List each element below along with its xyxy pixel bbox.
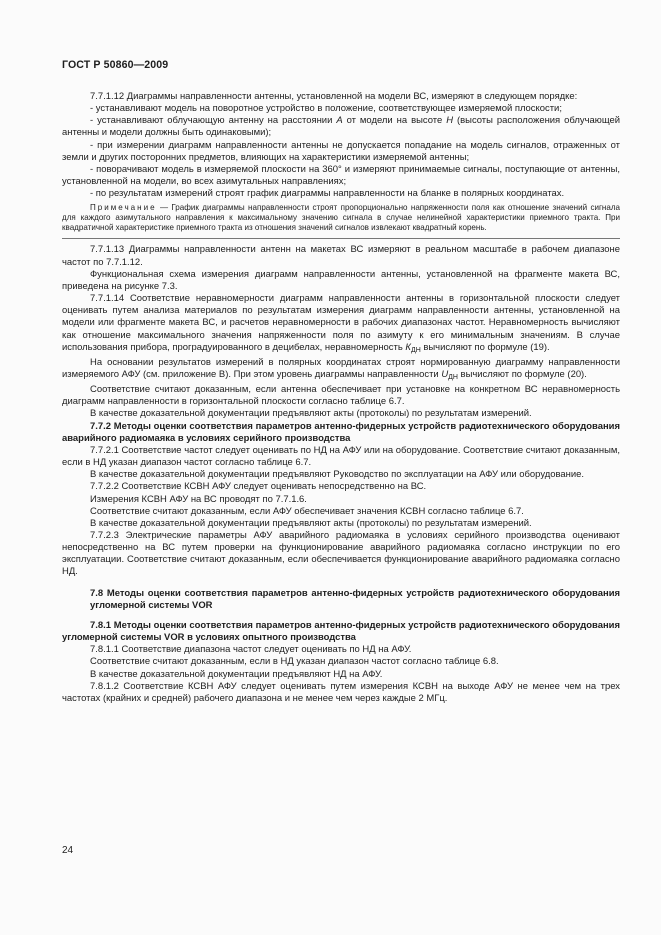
paragraph: В качестве доказательной документации предъявляют акты (протоколы) по результатам измерений.: [90, 517, 532, 529]
document-header: ГОСТ Р 50860—2009: [62, 59, 169, 71]
paragraph: 7.7.2.2 Соответствие КСВН АФУ следует оценивать непосредственно на ВС.: [90, 481, 427, 493]
paragraph: 7.8.1.1 Соответствие диапазона частот следует оценивать по НД на АФУ.: [90, 644, 412, 656]
section-heading: 7.8 Методы оценки соответствия параметров антенно-фидерных устройств радиотехнического оборудования угломерной системы VOR: [90, 587, 620, 611]
list-item: - устанавливают модель на поворотное устройство в положение, соответствующее измеряемой плоскости;: [90, 103, 562, 115]
paragraph: На основании результатов измерений в полярных координатах строят нормированную диаграмму направленности измеряемого АФУ (см. приложение В). При этом уровень диаграммы направленности $U_{ДН}$ вычисляют по формуле (20).: [62, 356, 620, 381]
page-number: 24: [62, 845, 74, 856]
list-item: - устанавливают облучающую антенну на расстоянии А от модели на высоте Н (высоты расположения облучающей антенны и модели должны быть одинаковыми);: [62, 115, 621, 139]
list-item: - по результатам измерений строят график диаграммы направленности на бланке в полярных координатах.: [90, 188, 565, 200]
paragraph: Соответствие считают доказанным, если антенна обеспечивает при установке на конкретном ВС неравномерность диаграмм направленности в горизонтальной плоскости согласно таблице 6.7.: [62, 384, 620, 408]
paragraph: Соответствие считают доказанным, если АФУ обеспечивает значения КСВН согласно таблице 6.7.: [90, 505, 524, 517]
list-item: - при измерении диаграмм направленности антенны не допускается попадание на модель сигналов, отраженных от земли и других посторонних предметов, влияющих на характеристики измеряемой антенны;: [62, 139, 620, 163]
paragraph: 7.7.1.13 Диаграммы направленности антенн на макетах ВС измеряют в реальном масштабе в рабочем диапазоне частот по 7.7.1.12.: [62, 244, 620, 268]
paragraph: 7.7.1.12 Диаграммы направленности антенны, установленной на модели ВС, измеряют в следующем порядке:: [90, 91, 578, 102]
document-body: [62, 91, 620, 705]
paragraph: Соответствие считают доказанным, если в НД указан диапазон частот согласно таблице 6.8.: [90, 656, 499, 668]
note: [62, 203, 620, 239]
paragraph: 7.7.2.1 Соответствие частот следует оценивать по НД на АФУ или на оборудование. Соответствие считают доказанным, если в НД указан диапазон частот согласно таблице 6.7.: [62, 444, 620, 469]
note-text: — График диаграммы направленности строят пропорционально напряженности поля как отношение значений сигнала для каждого азимутального направления к максимальному значению сигнала в случае нелинейной характеристики приемного тракта. При квадратичной характеристике приемного тракта из отношения значений сигналов извлекают квадратный корень.: [62, 203, 620, 233]
paragraph: 7.7.1.14 Соответствие неравномерности диаграмм направленности антенны в горизонтальной плоскости следует оценивать путем анализа материалов по результатам измерения диаграмм направленности антенны, установленной на модели или фрагменте макета ВС, и расчетов неравномерности в рабочих диапазонах частот. Неравномерность вычисляют как отношение максимального значения напряженности поля по азимуту к его минимальным значениям. В случае использования прибора, проградуированного в децибелах, неравномерность $К_{ДН}$ вычисляют по формуле (19).: [62, 293, 620, 354]
subsection-heading: 7.7.2 Методы оценки соответствия параметров антенно-фидерных устройств радиотехнического оборудования аварийного радиомаяка в условиях серийного производства: [62, 420, 620, 444]
paragraph: В качестве доказательной документации предъявляют акты (протоколы) по результатам измерений.: [90, 408, 532, 420]
note-label: Примечание: [90, 203, 157, 213]
paragraph: 7.8.1.2 Соответствие КСВН АФУ следует оценивать путем измерения КСВН на выходе АФУ не менее чем на трех частотах (крайних и средней) рабочего диапазона и не менее чем через каждые 2 МГц.: [62, 680, 620, 704]
subsection-heading: 7.8.1 Методы оценки соответствия параметров антенно-фидерных устройств радиотехнического оборудования угломерной системы VOR в условиях опытного производства: [62, 619, 620, 644]
paragraph: Измерения КСВН АФУ на ВС проводят по 7.7.1.6.: [90, 493, 307, 505]
paragraph: В качестве доказательной документации предъявляют Руководство по эксплуатации на АФУ или оборудование.: [90, 469, 584, 481]
paragraph: Функциональная схема измерения диаграмм направленности антенны, установленной на фрагменте макета ВС, приведена на рисунке 7.3.: [62, 268, 620, 292]
list-item: - поворачивают модель в измеряемой плоскости на 360° и измеряют принимаемые сигналы, поступающие от антенны, установленной на модели, во всех азимутальных направлениях;: [62, 163, 620, 188]
paragraph: 7.7.2.3 Электрические параметры АФУ аварийного радиомаяка в условиях серийного производства оценивают непосредственно на ВС путем проверки на функционирование аварийного радиомаяка согласно инструкции по его эксплуатации. Соответствие считают доказанным, если обеспечивается функционирование аварийного радиомаяка согласно НД.: [62, 530, 620, 578]
paragraph: В качестве доказательной документации предъявляют НД на АФУ.: [90, 668, 383, 680]
